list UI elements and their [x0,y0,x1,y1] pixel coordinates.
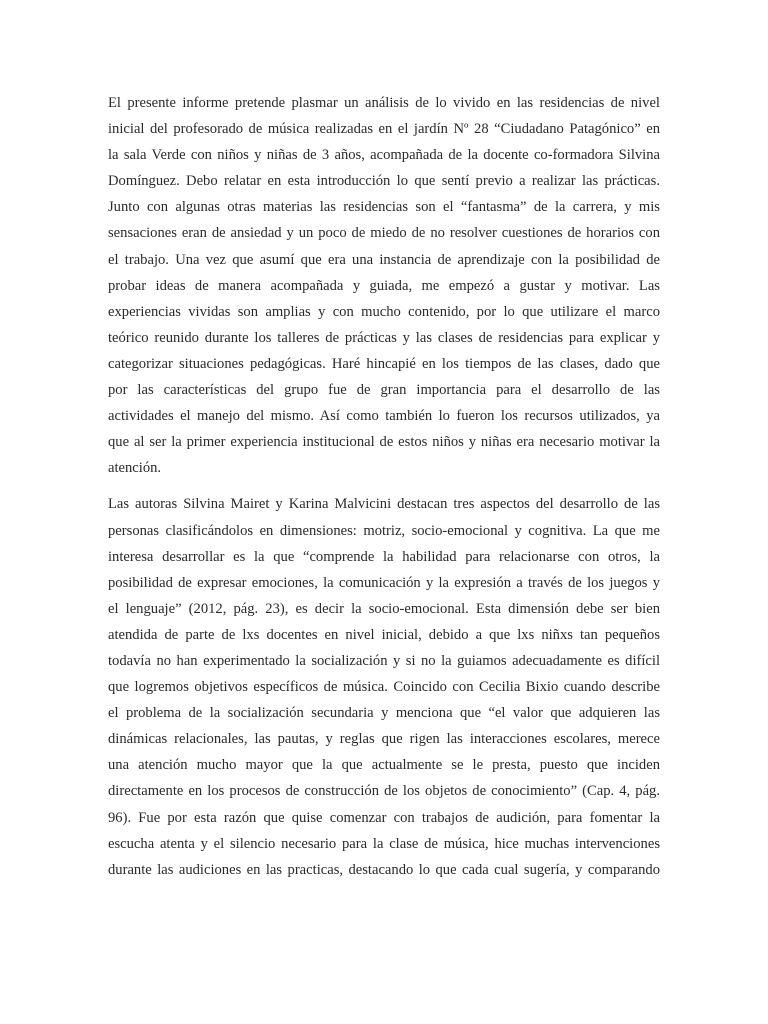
text-line: la sala Verde con niños y niñas de 3 años, acompañada de la docente co-formadora Silvina [108,147,660,164]
text-line: escucha atenta y el silencio necesario para la clase de música, hice muchas intervenciones [108,835,660,852]
text-line: interesa desarrollar es la que “comprende la habilidad para relacionarse con otros, la [108,548,660,565]
text-line: dinámicas relacionales, las pautas, y reglas que rigen las interacciones escolares, merece [108,731,660,748]
text-line: personas clasificándolos en dimensiones: motriz, socio-emocional y cognitiva. La que me [108,522,660,539]
text-line: categorizar situaciones pedagógicas. Haré hincapié en los tiempos de las clases, dado que [108,355,660,372]
text-line: Las autoras Silvina Mairet y Karina Malvicini destacan tres aspectos del desarrollo de las [108,496,660,513]
text-line: por las características del grupo fue de gran importancia para el desarrollo de las [108,382,660,399]
text-line: durante las audiciones en las practicas, destacando lo que cada cual sugería, y comparando [108,861,660,878]
paragraph-2 [108,491,660,882]
text-line: teórico reunido durante los talleres de prácticas y las clases de residencias para explicar y [108,329,660,346]
text-line: probar ideas de manera acompañada y guiada, me empezó a gustar y motivar. Las [108,277,660,294]
text-line: que logremos objetivos específicos de música. Coincido con Cecilia Bixio cuando describe [108,679,660,696]
text-line: que al ser la primer experiencia institucional de estos niños y niñas era necesario motivar la [108,434,660,451]
text-line: directamente en los procesos de construcción de los objetos de conocimiento” (Cap. 4, pág. [108,783,660,800]
text-line: una atención mucho mayor que la que actualmente se le presta, puesto que inciden [108,757,660,774]
text-line: todavía no han experimentado la socialización y si no la guiamos adecuadamente es difícil [108,652,660,669]
text-line: atención. [108,460,162,477]
paragraph-1 [108,90,660,481]
text-line: sensaciones eran de ansiedad y un poco de miedo de no resolver cuestiones de horarios con [108,225,660,242]
text-line: el trabajo. Una vez que asumí que era una instancia de aprendizaje con la posibilidad de [108,251,660,268]
text-line: El presente informe pretende plasmar un análisis de lo vivido en las residencias de nivel [108,95,660,111]
text-line: actividades el manejo del mismo. Así como también lo fueron los recursos utilizados, ya [108,408,660,425]
text-line: 96). Fue por esta razón que quise comenzar con trabajos de audición, para fomentar la [108,809,660,826]
paragraph-spacer [108,481,660,491]
text-line: experiencias vividas son amplias y con mucho contenido, por lo que utilizare el marco [108,303,660,320]
text-line: inicial del profesorado de música realizadas en el jardín Nº 28 “Ciudadano Patagónico” en [108,121,660,138]
text-line: el lenguaje” (2012, pág. 23), es decir la socio-emocional. Esta dimensión debe ser bien [108,600,660,617]
text-line: Domínguez. Debo relatar en esta introducción lo que sentí previo a realizar las prácticas. [108,173,660,190]
text-line: atendida de parte de lxs docentes en nivel inicial, debido a que lxs niñxs tan pequeños [108,626,660,643]
text-line: Junto con algunas otras materias las residencias son el “fantasma” de la carrera, y mis [108,199,660,216]
text-line: el problema de la socialización secundaria y menciona que “el valor que adquieren las [108,705,660,722]
document-body [108,90,660,883]
text-line: posibilidad de expresar emociones, la comunicación y la expresión a través de los juegos y [108,574,660,591]
